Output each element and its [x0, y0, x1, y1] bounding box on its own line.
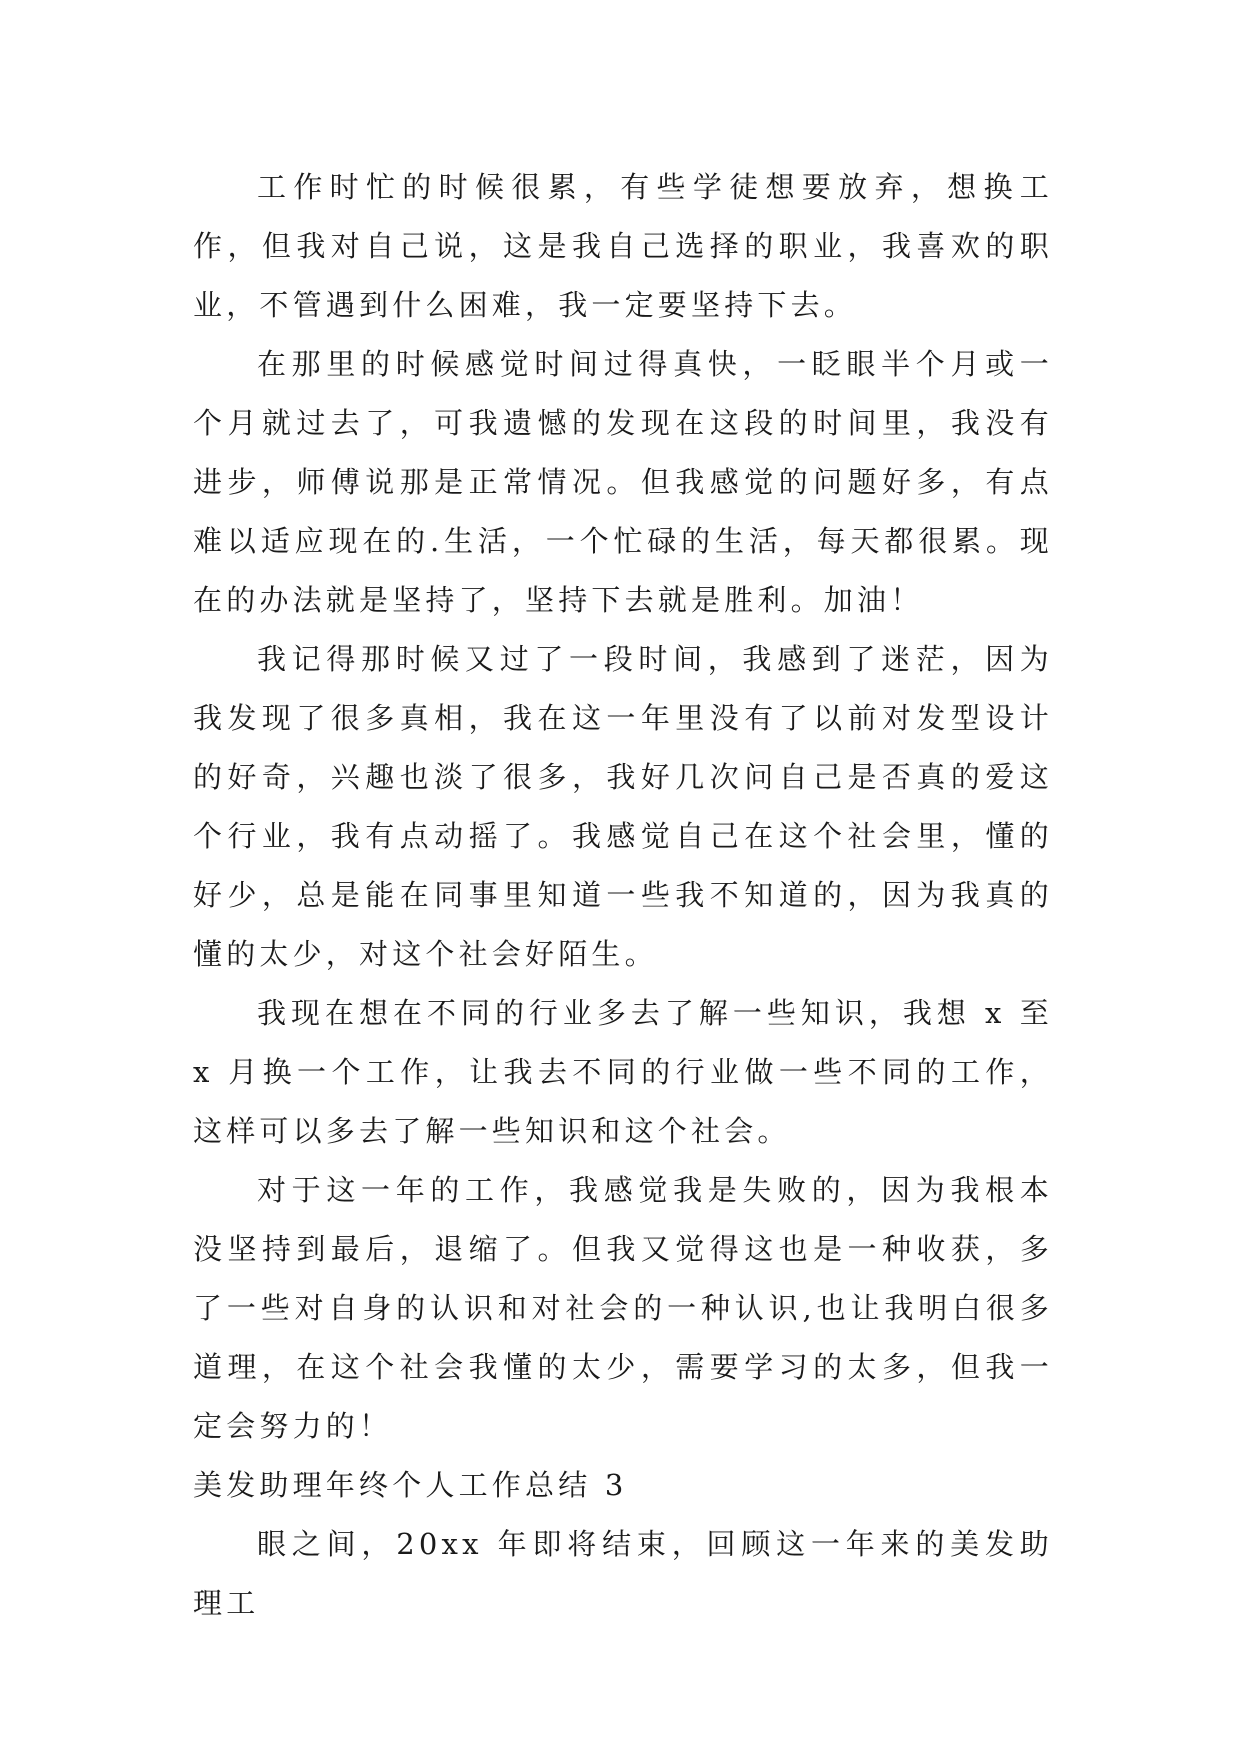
- paragraph-6: 眼之间，20xx 年即将结束，回顾这一年来的美发助理工: [193, 1527, 1053, 1620]
- paragraph-1: 工作时忙的时候很累，有些学徒想要放弃，想换工作，但我对自己说，这是我自己选择的职业，我喜欢的职业，不管遇到什么困难，我一定要坚持下去。: [193, 170, 1053, 322]
- paragraph-5: 对于这一年的工作，我感觉我是失败的，因为我根本没坚持到最后，退缩了。但我又觉得这也是一种收获，多了一些对自身的认识和对社会的一种认识,也让我明白很多道理，在这个社会我懂的太少，需要学习的太多，但我一定会努力的！: [193, 1173, 1053, 1443]
- paragraph-2: 在那里的时候感觉时间过得真快，一眨眼半个月或一个月就过去了，可我遗憾的发现在这段的时间里，我没有进步，师傅说那是正常情况。但我感觉的问题好多，有点难以适应现在的.生活，一个忙碌的生活，每天都很累。现在的办法就是坚持了，坚持下去就是胜利。加油！: [193, 347, 1053, 617]
- paragraph-4: 我现在想在不同的行业多去了解一些知识，我想 x 至 x 月换一个工作，让我去不同的行业做一些不同的工作，这样可以多去了解一些知识和这个社会。: [193, 996, 1053, 1148]
- document-body: [193, 158, 1053, 1633]
- paragraph-3: 我记得那时候又过了一段时间，我感到了迷茫，因为我发现了很多真相，我在这一年里没有了以前对发型设计的好奇，兴趣也淡了很多，我好几次问自己是否真的爱这个行业，我有点动摇了。我感觉自己在这个社会里，懂的好少，总是能在同事里知道一些我不知道的，因为我真的懂的太少，对这个社会好陌生。: [193, 642, 1053, 971]
- section-heading: 美发助理年终个人工作总结 3: [193, 1468, 628, 1502]
